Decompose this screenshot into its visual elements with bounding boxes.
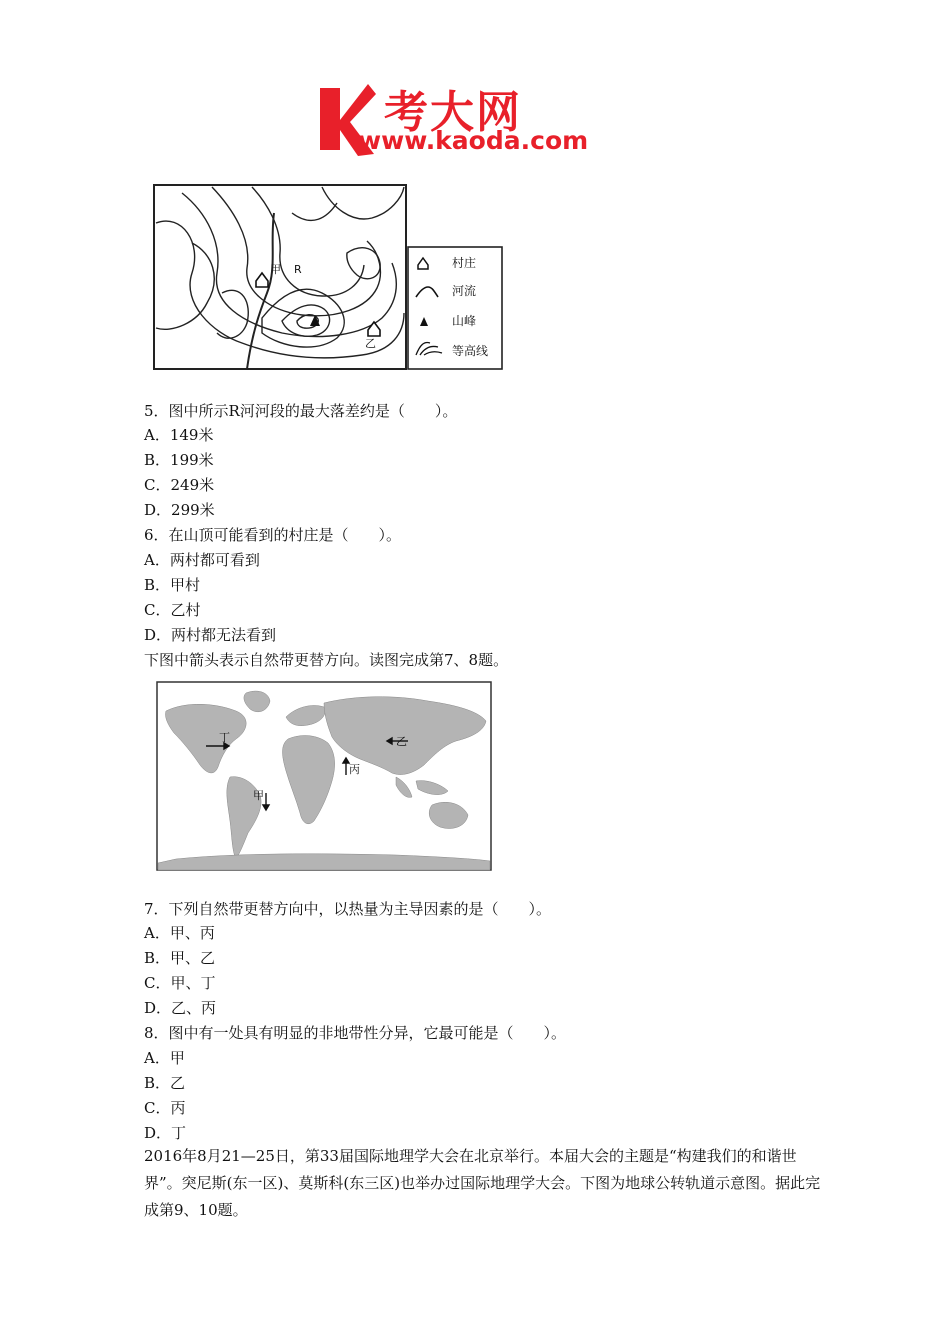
label-village-a: 甲 [270,263,281,276]
label-jia: 甲 [253,789,264,802]
q7-option-d[interactable]: D．乙、丙 [144,999,217,1017]
q8-option-a[interactable]: A．甲 [144,1049,185,1067]
q7-option-b[interactable]: B．甲、乙 [144,949,216,967]
q7-stem: 7．下列自然带更替方向中，以热量为主导因素的是（ ）。 [144,900,552,918]
legend-village-label: 村庄 [452,256,477,270]
q6-option-c[interactable]: C．乙村 [144,601,201,619]
q8-stem: 8．图中有一处具有明显的非地带性分异，它最可能是（ ）。 [144,1024,567,1042]
q5-option-a[interactable]: A．149米 [144,426,214,444]
label-river: R [294,263,302,276]
q8-option-b[interactable]: B．乙 [144,1074,186,1092]
q6-option-b[interactable]: B．甲村 [144,576,201,594]
legend-contour-label: 等高线 [452,344,489,358]
logo-title: 考大网 [384,87,522,138]
legend-river-label: 河流 [452,284,477,298]
q8-option-c[interactable]: C．丙 [144,1099,186,1117]
label-village-b: 乙 [365,337,376,350]
q5-option-c[interactable]: C．249米 [144,476,215,494]
legend-peak-label: 山峰 [452,314,477,328]
q6-option-d[interactable]: D．两村都无法看到 [144,626,277,644]
label-bing: 丙 [349,763,360,776]
q5-option-b[interactable]: B．199米 [144,451,214,469]
label-ding: 丁 [219,731,230,744]
kaoda-logo [318,80,638,158]
topographic-map [152,183,504,373]
label-yi: 乙 [396,735,407,748]
world-map [156,681,492,871]
q6-option-a[interactable]: A．两村都可看到 [144,551,260,569]
logo-url[interactable]: www.kaoda.com [358,126,589,155]
q6-stem: 6．在山顶可能看到的村庄是（ ）。 [144,526,402,544]
q8-option-d[interactable]: D．丁 [144,1124,187,1142]
intro-q7-q8: 下图中箭头表示自然带更替方向。读图完成第7、8题。 [144,651,509,669]
intro-q9-q10: 2016年8月21—25日，第33届国际地理学大会在北京举行。本届大会的主题是“构建我们的和谐世界”。突尼斯(东一区)、莫斯科(东三区)也举办过国际地理学大会。下图为地球公转轨道示意图。据此完成第9、10题。 [144,1147,821,1219]
q5-stem: 5．图中所示R河河段的最大落差约是（ ）。 [144,402,458,420]
q7-option-a[interactable]: A．甲、丙 [144,924,215,942]
q5-option-d[interactable]: D．299米 [144,501,215,519]
q7-option-c[interactable]: C．甲、丁 [144,974,216,992]
